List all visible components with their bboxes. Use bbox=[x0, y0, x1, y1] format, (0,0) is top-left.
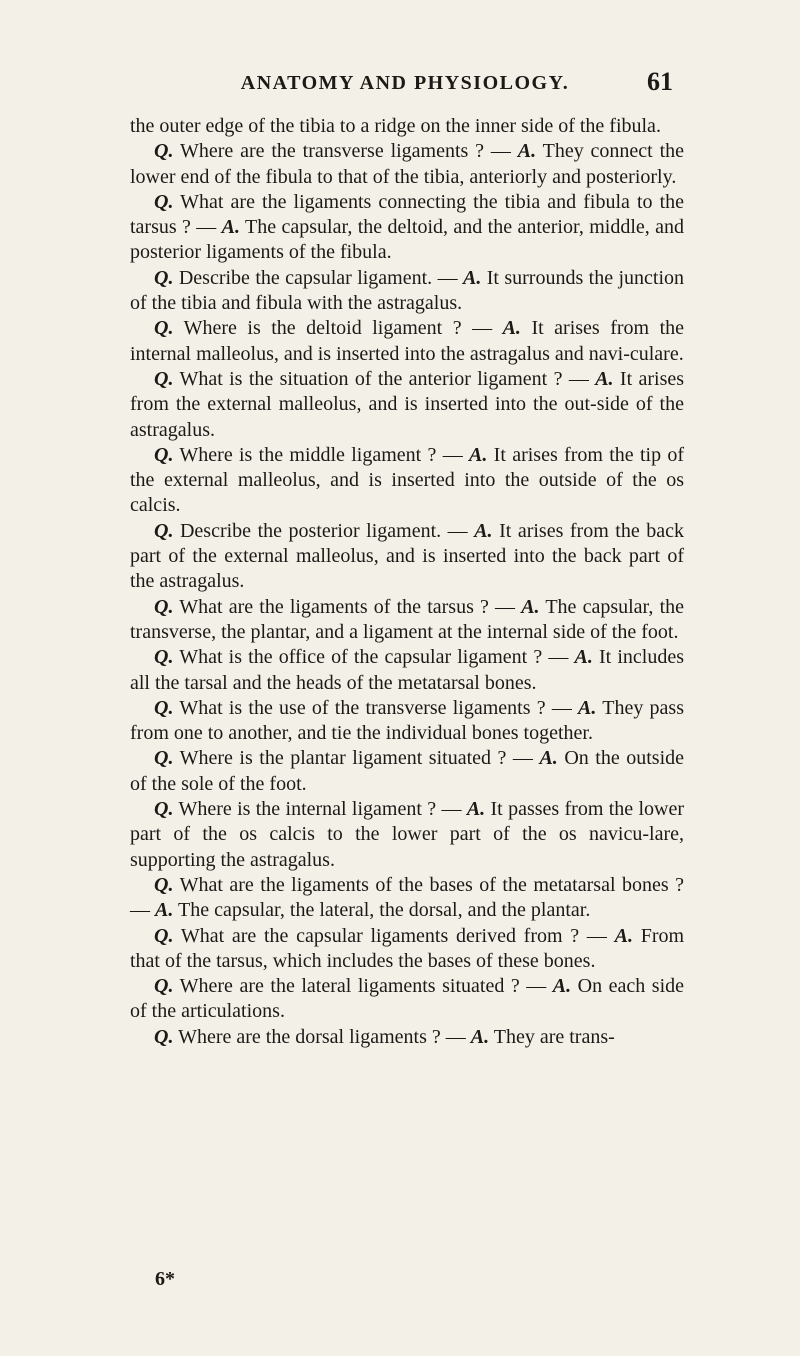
qa-paragraph bbox=[130, 316, 684, 367]
em-dash: — bbox=[506, 747, 540, 770]
question-text: Where is the plantar ligament situated ? bbox=[179, 747, 507, 770]
em-dash: — bbox=[436, 443, 470, 466]
qa-list bbox=[130, 139, 684, 1050]
qa-paragraph bbox=[130, 645, 684, 696]
question-text: What is the use of the transverse ligaments ? bbox=[179, 696, 546, 719]
question-marker: Q. bbox=[154, 190, 174, 213]
answer-text: From that of the tarsus, which includes the bases of these bones. bbox=[130, 924, 685, 972]
question-text: Where are the lateral ligaments situated ? bbox=[179, 975, 520, 998]
em-dash: — bbox=[579, 924, 615, 947]
qa-paragraph bbox=[130, 696, 684, 747]
question-marker: Q. bbox=[154, 367, 174, 390]
answer-marker: A. bbox=[539, 747, 558, 770]
answer-marker: A. bbox=[578, 696, 597, 719]
em-dash: — bbox=[441, 519, 475, 542]
question-text: What is the office of the capsular ligament ? bbox=[179, 646, 543, 669]
qa-paragraph bbox=[130, 746, 684, 797]
em-dash: — bbox=[545, 696, 579, 719]
em-dash: — bbox=[484, 140, 518, 163]
question-marker: Q. bbox=[154, 873, 174, 896]
qa-paragraph bbox=[130, 266, 684, 317]
answer-text: They are trans- bbox=[493, 1025, 615, 1048]
answer-text: They connect the lower end of the fibula to that of the tibia, anteriorly and posteriorly. bbox=[130, 140, 685, 188]
qa-paragraph bbox=[130, 924, 684, 975]
answer-marker: A. bbox=[462, 266, 482, 289]
question-marker: Q. bbox=[154, 646, 174, 669]
qa-paragraph bbox=[130, 873, 684, 924]
em-dash: — bbox=[436, 798, 467, 821]
em-dash: — bbox=[562, 367, 596, 390]
answer-text: On each side of the articulations. bbox=[130, 975, 685, 1023]
question-marker: Q. bbox=[154, 1025, 174, 1048]
question-text: What are the capsular ligaments derived from ? bbox=[180, 924, 580, 947]
question-marker: Q. bbox=[154, 975, 174, 998]
answer-marker: A. bbox=[552, 975, 572, 998]
question-marker: Q. bbox=[154, 266, 174, 289]
em-dash: — bbox=[130, 899, 155, 922]
qa-paragraph bbox=[130, 595, 684, 646]
qa-paragraph bbox=[130, 797, 684, 873]
question-text: What are the ligaments of the tarsus ? bbox=[179, 595, 489, 618]
answer-text: The capsular, the lateral, the dorsal, and the plantar. bbox=[177, 899, 591, 922]
answer-marker: A. bbox=[614, 924, 633, 947]
question-marker: Q. bbox=[154, 519, 174, 542]
qa-paragraph bbox=[130, 443, 684, 519]
answer-marker: A. bbox=[470, 1025, 490, 1048]
running-title: ANATOMY AND PHYSIOLOGY. bbox=[240, 72, 570, 94]
answer-text: The capsular, the deltoid, and the anterior, middle, and posterior ligaments of the fibula. bbox=[130, 216, 685, 264]
em-dash: — bbox=[488, 595, 522, 618]
answer-text: It arises from the internal malleolus, and is inserted into the astragalus and navi-culare. bbox=[130, 317, 685, 365]
question-marker: Q. bbox=[154, 798, 174, 821]
answer-text: It passes from the lower part of the os calcis to the lower part of the os navicu-lare, supporting the astragalus. bbox=[130, 798, 685, 871]
answer-marker: A. bbox=[221, 216, 241, 239]
qa-paragraph bbox=[130, 974, 684, 1025]
question-marker: Q. bbox=[154, 595, 174, 618]
em-dash: — bbox=[519, 975, 553, 998]
qa-paragraph bbox=[130, 367, 684, 443]
question-text: Where are the transverse ligaments ? bbox=[179, 140, 485, 163]
answer-text: The capsular, the transverse, the plantar, and a ligament at the internal side of the foot. bbox=[130, 595, 685, 643]
answer-text: They pass from one to another, and tie the individual bones together. bbox=[130, 696, 685, 745]
answer-marker: A. bbox=[574, 646, 593, 669]
answer-marker: A. bbox=[502, 317, 521, 340]
em-dash: — bbox=[440, 1025, 471, 1048]
page-number: 61 bbox=[647, 67, 673, 96]
question-text: What is the situation of the anterior ligament ? bbox=[179, 367, 563, 390]
answer-text: It arises from the tip of the external malleolus, and is inserted into the outside of the os calcis. bbox=[130, 443, 685, 517]
answer-text: It arises from the back part of the external malleolus, and is inserted into the back part of the astragalus. bbox=[130, 519, 685, 593]
em-dash: — bbox=[190, 216, 222, 239]
answer-text: It surrounds the junction of the tibia and fibula with the astragalus. bbox=[130, 266, 685, 315]
question-marker: Q. bbox=[154, 317, 174, 340]
qa-paragraph bbox=[130, 519, 684, 595]
qa-paragraph bbox=[130, 190, 684, 266]
body-text bbox=[130, 114, 684, 1050]
question-text: Where are the dorsal ligaments ? bbox=[178, 1025, 441, 1048]
em-dash: — bbox=[542, 646, 575, 669]
running-head bbox=[0, 67, 800, 102]
answer-marker: A. bbox=[469, 443, 488, 466]
em-dash: — bbox=[461, 317, 503, 340]
answer-marker: A. bbox=[521, 595, 540, 618]
question-marker: Q. bbox=[154, 140, 174, 163]
qa-paragraph bbox=[130, 139, 684, 190]
answer-text: It includes all the tarsal and the heads of the metatarsal bones. bbox=[130, 646, 685, 694]
answer-marker: A. bbox=[155, 899, 174, 922]
question-marker: Q. bbox=[154, 924, 174, 947]
continued-paragraph: the outer edge of the tibia to a ridge on the inner side of the fibula. bbox=[130, 115, 661, 137]
question-text: Describe the capsular ligament. bbox=[178, 266, 433, 289]
answer-marker: A. bbox=[517, 140, 537, 163]
answer-marker: A. bbox=[595, 367, 614, 390]
question-marker: Q. bbox=[154, 443, 174, 466]
question-text: Where is the middle ligament ? bbox=[179, 443, 437, 466]
question-text: What are the ligaments connecting the tibia and fibula to the tarsus ? bbox=[130, 190, 685, 239]
em-dash: — bbox=[432, 266, 463, 289]
question-text: Describe the posterior ligament. bbox=[179, 519, 442, 542]
answer-marker: A. bbox=[466, 798, 486, 821]
question-marker: Q. bbox=[154, 696, 174, 719]
qa-paragraph bbox=[130, 1025, 684, 1050]
question-text: What are the ligaments of the bases of the metatarsal bones ? bbox=[179, 873, 684, 896]
signature-mark: 6* bbox=[155, 1268, 175, 1290]
answer-marker: A. bbox=[474, 519, 493, 542]
question-text: Where is the internal ligament ? bbox=[178, 798, 437, 821]
question-marker: Q. bbox=[154, 747, 174, 770]
answer-text: On the outside of the sole of the foot. bbox=[130, 747, 685, 795]
answer-text: It arises from the external malleolus, and is inserted into the out-side of the astragalus. bbox=[130, 367, 685, 441]
question-text: Where is the deltoid ligament ? bbox=[183, 317, 462, 340]
